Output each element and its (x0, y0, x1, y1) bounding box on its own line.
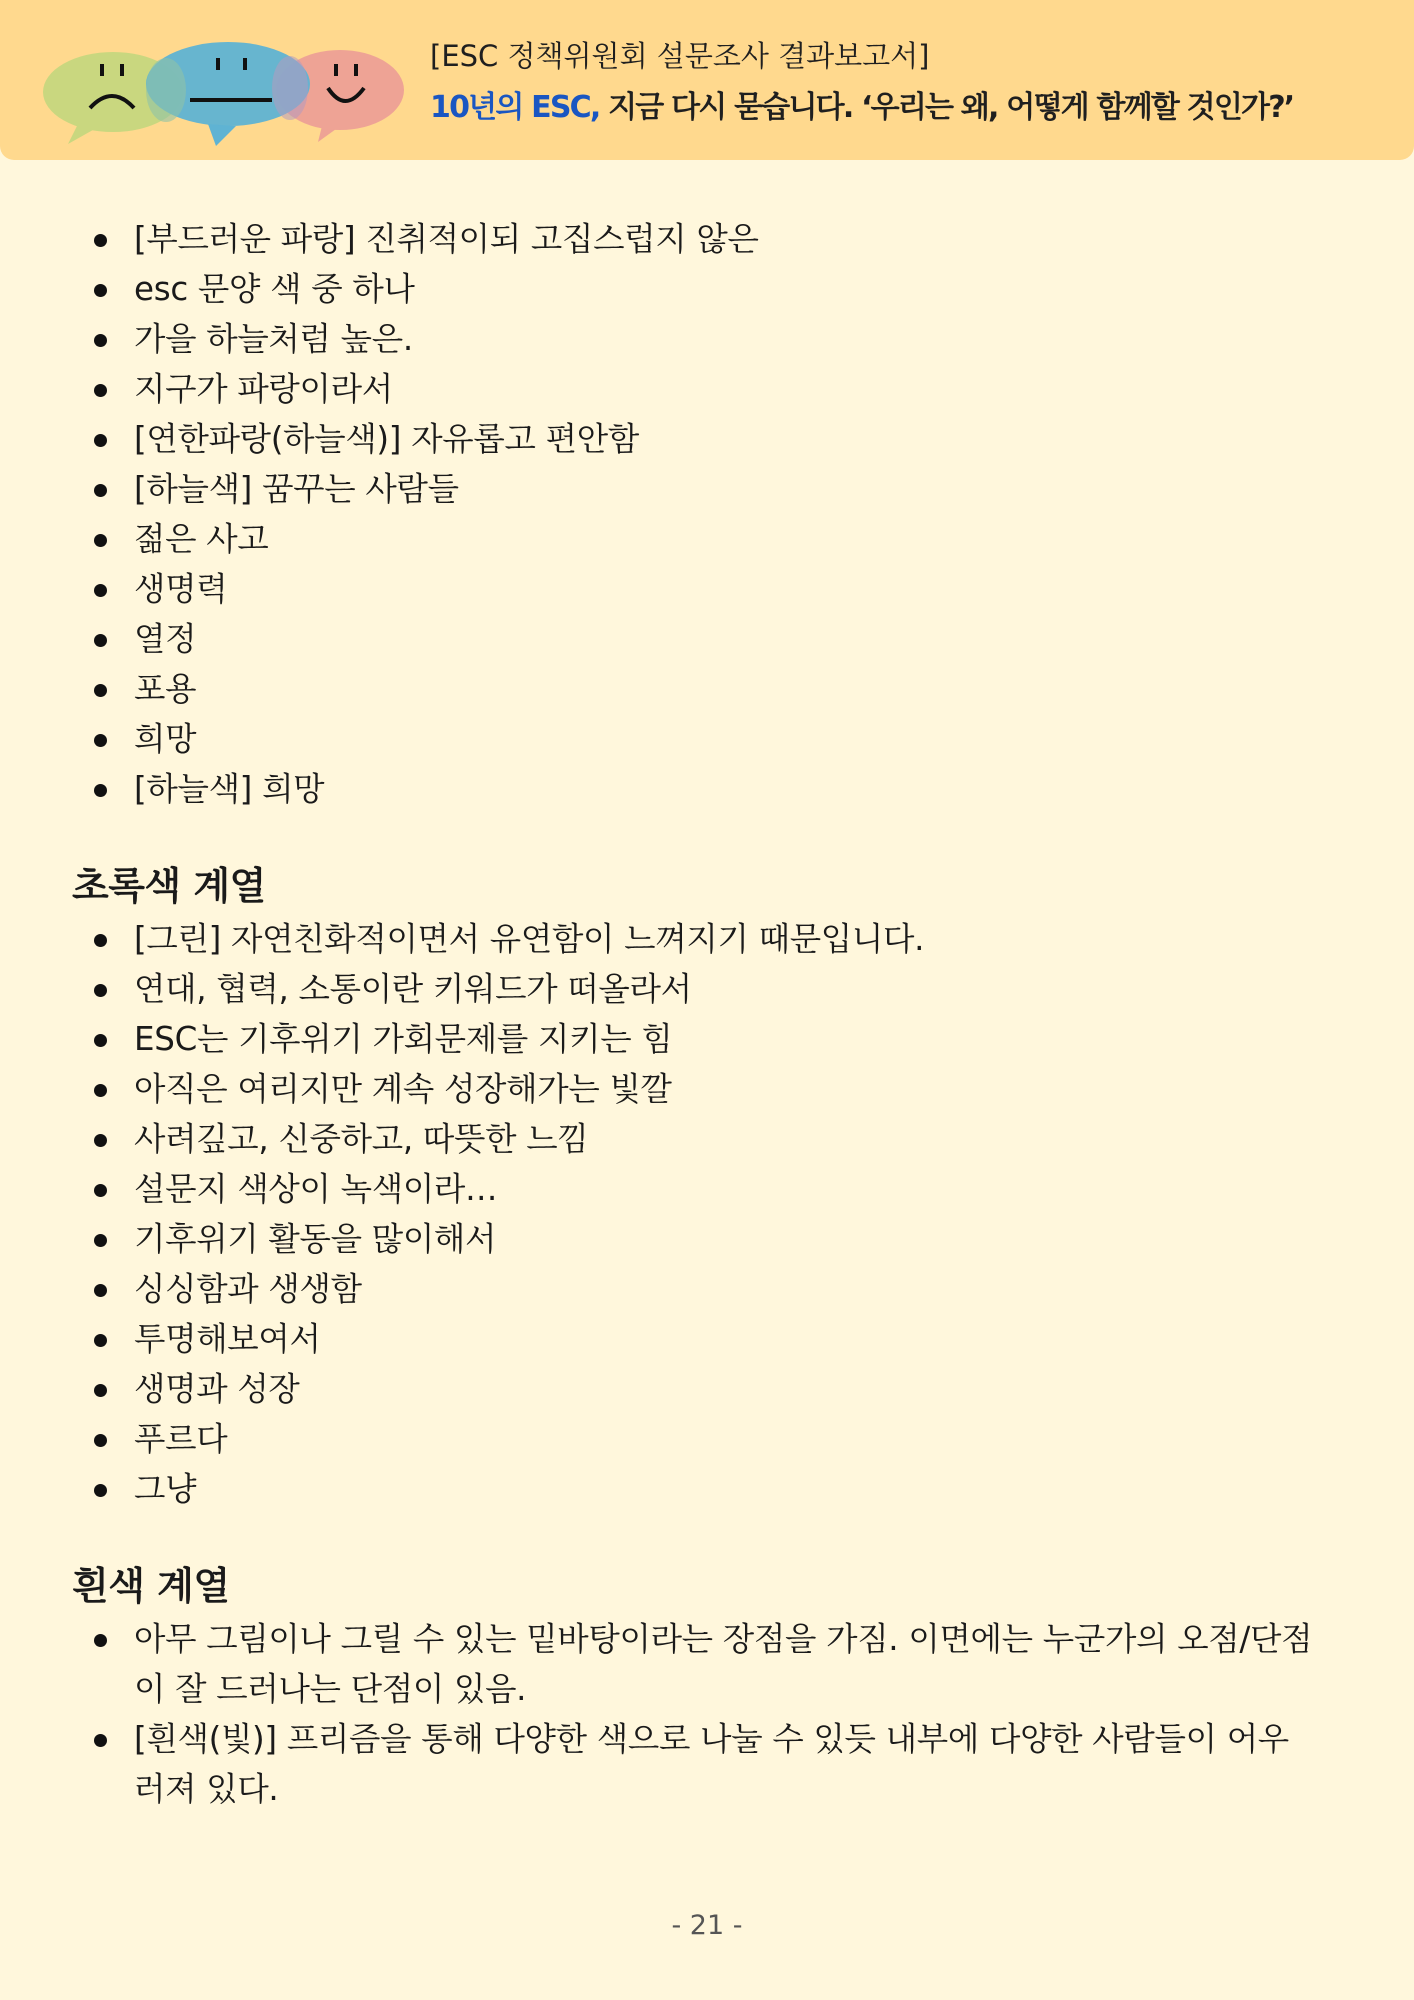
bullet-icon (94, 1384, 107, 1397)
green-items-list (72, 914, 1342, 1514)
list-item: 기후위기 활동을 많이해서 (72, 1214, 1317, 1264)
list-item: 포용 (72, 664, 1317, 714)
report-title-accent: 10년의 ESC, (430, 90, 600, 125)
bullet-icon (94, 484, 107, 497)
bullet-icon (94, 1084, 107, 1097)
list-item: esc 문양 색 중 하나 (72, 264, 1317, 314)
report-title-rest: 지금 다시 묻습니다. ‘우리는 왜, 어떻게 함께할 것인가?’ (599, 90, 1294, 125)
section-heading-green: 초록색 계열 (72, 864, 266, 908)
bullet-icon (94, 1184, 107, 1197)
bullet-icon (94, 984, 107, 997)
list-item: [흰색(빛)] 프리즘을 통해 다양한 색으로 나눌 수 있듯 내부에 다양한 사람들이 어우러져 있다. (72, 1714, 1317, 1814)
report-subtitle: [ESC 정책위원회 설문조사 결과보고서] (430, 39, 930, 73)
bullet-icon (94, 234, 107, 247)
list-item: 사려깊고, 신중하고, 따뜻한 느낌 (72, 1114, 1317, 1164)
report-header (0, 0, 1414, 160)
list-item: [하늘색] 희망 (72, 764, 1317, 814)
list-item: 푸르다 (72, 1414, 1317, 1464)
bullet-icon (94, 1034, 107, 1047)
bullet-icon (94, 1434, 107, 1447)
list-item: [부드러운 파랑] 진취적이되 고집스럽지 않은 (72, 214, 1317, 264)
bullet-icon (94, 434, 107, 447)
bullet-icon (94, 284, 107, 297)
bullet-icon (94, 1734, 107, 1747)
section-heading-white: 흰색 계열 (72, 1564, 230, 1608)
bullet-icon (94, 534, 107, 547)
list-item: [그린] 자연친화적이면서 유연함이 느껴지기 때문입니다. (72, 914, 1317, 964)
bullet-icon (94, 1134, 107, 1147)
list-item: 생명과 성장 (72, 1364, 1317, 1414)
list-item: 젊은 사고 (72, 514, 1317, 564)
report-title (430, 82, 1293, 126)
bullet-icon (94, 1284, 107, 1297)
bullet-icon (94, 1334, 107, 1347)
bullet-icon (94, 1484, 107, 1497)
bullet-icon (94, 334, 107, 347)
bullet-icon (94, 1634, 107, 1647)
bullet-icon (94, 384, 107, 397)
bullet-icon (94, 1234, 107, 1247)
list-item: 그냥 (72, 1464, 1317, 1514)
bullet-icon (94, 734, 107, 747)
list-item: 투명해보여서 (72, 1314, 1317, 1364)
page-content (72, 214, 1342, 1814)
bullet-icon (94, 784, 107, 797)
white-items-list (72, 1614, 1342, 1814)
bullet-icon (94, 684, 107, 697)
list-item: 연대, 협력, 소통이란 키워드가 떠올라서 (72, 964, 1317, 1014)
list-item: 지구가 파랑이라서 (72, 364, 1317, 414)
blue-items-list (72, 214, 1342, 814)
list-item: 아직은 여리지만 계속 성장해가는 빛깔 (72, 1064, 1317, 1114)
list-item: 싱싱함과 생생함 (72, 1264, 1317, 1314)
list-item: ESC는 기후위기 가회문제를 지키는 힘 (72, 1014, 1317, 1064)
list-item: 생명력 (72, 564, 1317, 614)
list-item: 가을 하늘처럼 높은. (72, 314, 1317, 364)
bullet-icon (94, 634, 107, 647)
list-item: [연한파랑(하늘색)] 자유롭고 편안함 (72, 414, 1317, 464)
bullet-icon (94, 934, 107, 947)
list-item: 설문지 색상이 녹색이라… (72, 1164, 1317, 1214)
list-item: 희망 (72, 714, 1317, 764)
bullet-icon (94, 584, 107, 597)
speech-bubbles-logo-icon (38, 34, 408, 146)
list-item: [하늘색] 꿈꾸는 사람들 (72, 464, 1317, 514)
page-number: - 21 - (671, 1910, 743, 1941)
list-item: 열정 (72, 614, 1317, 664)
list-item: 아무 그림이나 그릴 수 있는 밑바탕이라는 장점을 가짐. 이면에는 누군가의 오점/단점이 잘 드러나는 단점이 있음. (72, 1614, 1317, 1714)
